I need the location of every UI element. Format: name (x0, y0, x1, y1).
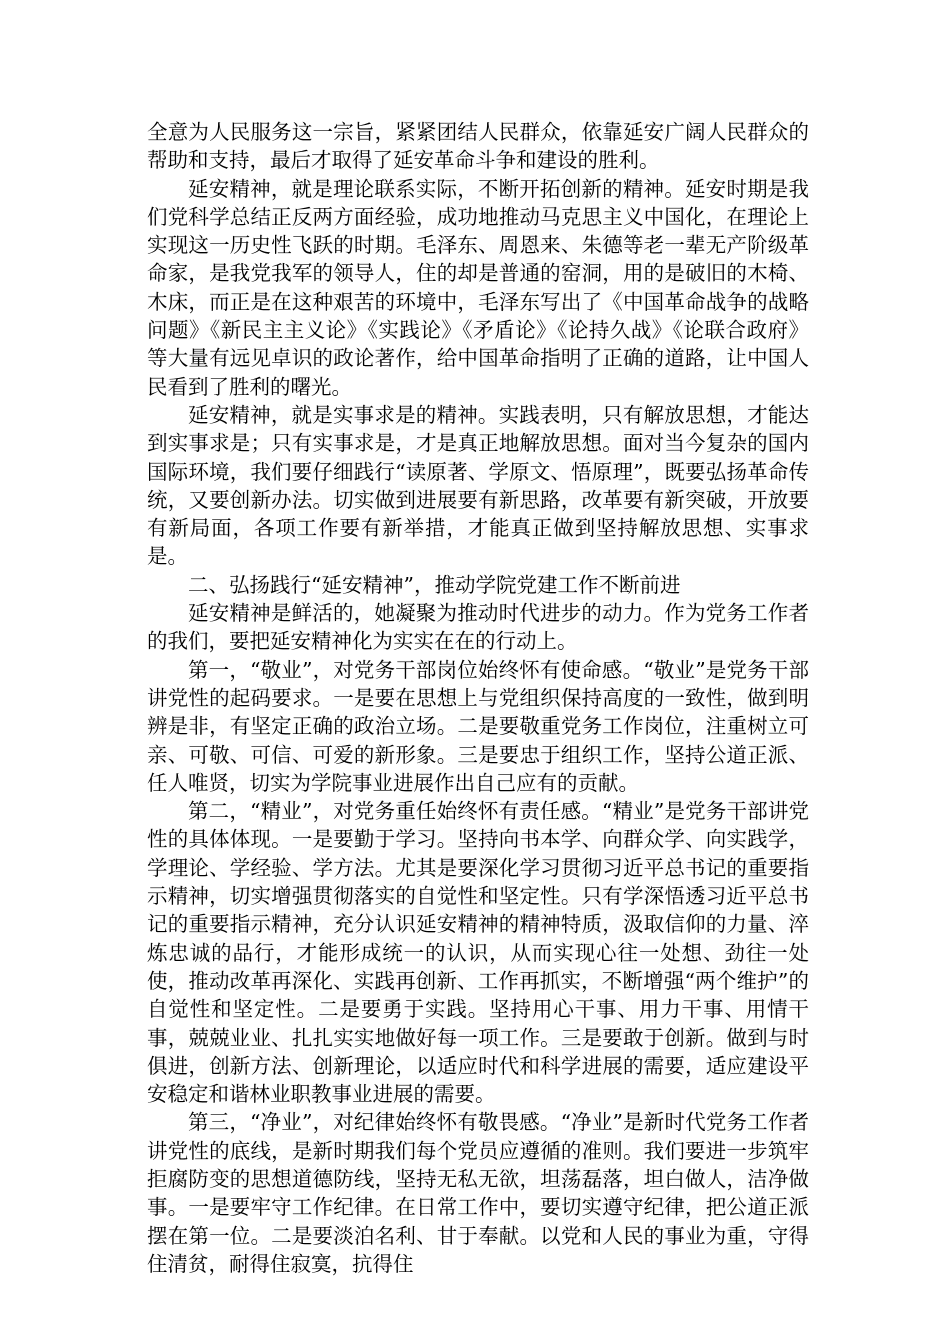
paragraph-5: 第一，“敬业”，对党务干部岗位始终怀有使命感。“敬业”是党务干部讲党性的起码要求。一是要在思想上与党组织保持高度的一致性，做到明辨是非，有坚定正确的政治立场。二是要敬重党务工作岗位，注重树立可亲、可敬、可信、可爱的新形象。三是要忠于组织工作，坚持公道正派、任人唯贤，切实为学院事业进展作出自己应有的贡献。 (147, 657, 809, 795)
paragraph-4: 延安精神是鲜活的，她凝聚为推动时代进步的动力。作为党务工作者的我们，要把延安精神化为实实在在的行动上。 (147, 601, 809, 654)
document-body (147, 118, 809, 1278)
paragraph-6: 第二，“精业”，对党务重任始终怀有责任感。“精业”是党务干部讲党性的具体体现。一是要勤于学习。坚持向书本学、向群众学、向实践学，学理论、学经验、学方法。尤其是要深化学习贯彻习近平总书记的重要指示精神，切实增强贯彻落实的自觉性和坚定性。只有学深悟透习近平总书记的重要指示精神，充分认识延安精神的精神特质，汲取信仰的力量、淬炼忠诚的品行，才能形成统一的认识，从而实现心往一处想、劲往一处使，推动改革再深化、实践再创新、工作再抓实，不断增强“两个维护”的自觉性和坚定性。二是要勇于实践。坚持用心干事、用力干事、用情干事，兢兢业业、扎扎实实地做好每一项工作。三是要敢于创新。做到与时俱进，创新方法、创新理论，以适应时代和科学进展的需要，适应建设平安稳定和谐林业职教事业进展的需要。 (147, 799, 809, 1107)
paragraph-2: 延安精神，就是理论联系实际，不断开拓创新的精神。延安时期是我们党科学总结正反两方面经验，成功地推动马克思主义中国化，在理论上实现这一历史性飞跃的时期。毛泽东、周恩来、朱德等老一辈无产阶级革命家，是我党我军的领导人，住的却是普通的窑洞，用的是破旧的木椅、木床，而正是在这种艰苦的环境中，毛泽东写出了《中国革命战争的战略问题》《新民主主义论》《实践论》《矛盾论》《论持久战》《论联合政府》等大量有远见卓识的政论著作，给中国革命指明了正确的道路，让中国人民看到了胜利的曙光。 (147, 176, 809, 399)
paragraph-1: 全意为人民服务这一宗旨，紧紧团结人民群众，依靠延安广阔人民群众的帮助和支持，最后才取得了延安革命斗争和建设的胜利。 (147, 120, 809, 173)
paragraph-7: 第三，“净业”，对纪律始终怀有敬畏感。“净业”是新时代党务工作者讲党性的底线，是新时期我们每个党员应遵循的准则。我们要进一步筑牢拒腐防变的思想道德防线，坚持无私无欲，坦荡磊落，坦白做人，洁净做事。一是要牢守工作纪律。在日常工作中，要切实遵守纪律，把公道正派摆在第一位。二是要淡泊名利、甘于奉献。以党和人民的事业为重，守得住清贫，耐得住寂寞，抗得住 (147, 1110, 809, 1276)
paragraph-3: 延安精神，就是实事求是的精神。实践表明，只有解放思想，才能达到实事求是；只有实事求是，才是真正地解放思想。面对当今复杂的国内国际环境，我们要仔细践行“读原著、学原文、悟原理”，既要弘扬革命传统，又要创新办法。切实做到进展要有新思路，改革要有新突破，开放要有新局面，各项工作要有新举措，才能真正做到坚持解放思想、实事求是。 (147, 402, 809, 569)
section-heading: 二、弘扬践行“延安精神”，推动学院党建工作不断前进 (188, 572, 681, 597)
